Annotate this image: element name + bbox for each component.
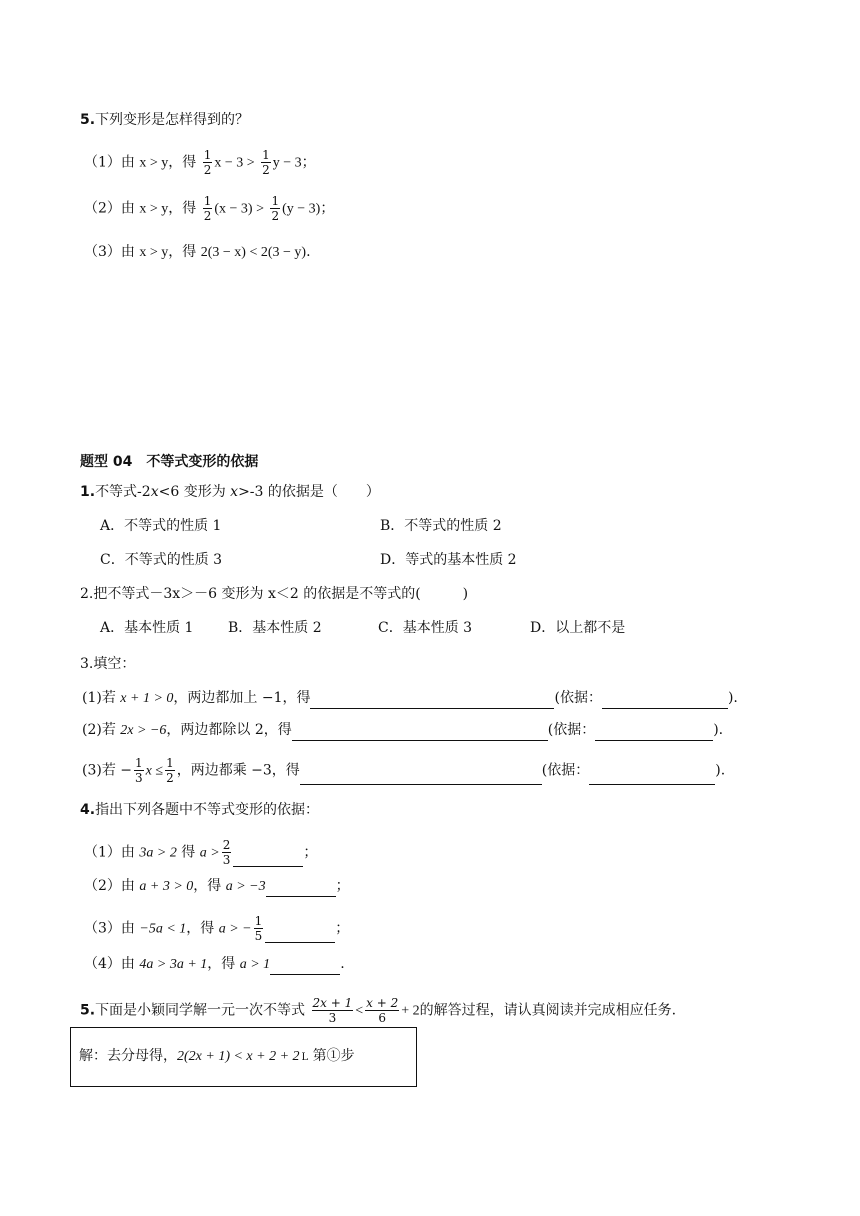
result: a > −3 — [225, 879, 266, 894]
item-label: （4）由 — [84, 956, 135, 972]
item-label: (3)若 − — [82, 762, 133, 779]
fraction: $\frac{2}{3}$ — [222, 838, 231, 867]
q5a-item-3 — [84, 242, 311, 263]
q3-item-2 — [82, 720, 723, 741]
punct: ； — [320, 200, 335, 217]
solution-expression: 2(2x + 1) < x + 2 + 2 — [177, 1049, 300, 1064]
answer-blank[interactable] — [310, 692, 554, 709]
connector: ，得 — [207, 956, 236, 972]
fraction: $\frac{1}{2}$ — [271, 194, 280, 223]
fraction: $\frac{1}{2}$ — [262, 148, 270, 177]
q4-item-1 — [84, 838, 317, 867]
expression: 2x > −6 — [120, 723, 167, 738]
q1-text: <6 变形为 — [158, 484, 231, 500]
item-label: （3）由 — [84, 244, 135, 260]
solution-line — [79, 1046, 355, 1068]
q1-option-b[interactable]: B．不等式的性质 2 — [380, 518, 502, 534]
basis-blank[interactable] — [602, 692, 728, 709]
q5a-number: 5. — [80, 112, 96, 128]
q3-item-1 — [82, 688, 738, 709]
punct: ； — [303, 844, 318, 861]
solution-label: 解：去分母得， — [79, 1048, 177, 1064]
punct: ). — [715, 762, 726, 779]
condition: x > y — [139, 155, 169, 171]
fraction: $\frac{1}{3}$ — [135, 756, 143, 785]
q2-option-b[interactable]: B．基本性质 2 — [228, 620, 322, 636]
q1-option-c[interactable]: C．不等式的性质 3 — [100, 552, 223, 568]
punct: ). — [727, 690, 738, 706]
variable: x — [230, 484, 239, 500]
q1-text: 不等式-2 — [95, 484, 151, 500]
condition: x > y — [139, 201, 169, 217]
expression: + 2 — [401, 1003, 420, 1019]
ellipsis: L — [301, 1052, 309, 1063]
q4-item-4 — [84, 954, 345, 975]
answer-blank[interactable] — [266, 880, 336, 897]
punct: . — [306, 244, 311, 260]
q5b-text: 的解答过程，请认真阅读并完成相应任务. — [419, 1002, 677, 1019]
condition: a + 3 > 0 — [139, 879, 194, 894]
q1-option-a[interactable]: A．不等式的性质 1 — [100, 518, 222, 534]
basis-blank[interactable] — [589, 768, 715, 785]
variable: x — [150, 484, 159, 500]
connector: 得 — [181, 844, 196, 861]
instruction: ，两边都加上 −1，得 — [173, 690, 311, 706]
q4-title-text: 指出下列各题中不等式变形的依据： — [95, 802, 320, 818]
fraction: $\frac{1}{5}$ — [254, 914, 263, 943]
instruction: ，两边都除以 2，得 — [166, 722, 292, 738]
punct: ； — [335, 878, 350, 894]
q5b-stem — [80, 996, 676, 1025]
instruction: ，两边都乘 −3，得 — [176, 762, 300, 779]
punct: . — [340, 956, 345, 972]
item-label: (1)若 — [82, 690, 121, 706]
result: a > 1 — [239, 957, 271, 972]
result: a > − — [218, 921, 252, 937]
q4-item-2 — [84, 876, 350, 897]
q2-option-a[interactable]: A．基本性质 1 — [100, 620, 194, 636]
fraction: $\frac{1}{2}$ — [203, 194, 212, 223]
expression: 2(3 − x) < 2(3 − y) — [200, 245, 307, 260]
q5a-item-2 — [84, 194, 334, 223]
expression: x + 1 > 0 — [120, 691, 174, 706]
step-label: 第①步 — [312, 1048, 355, 1064]
q2-stem: 2.把不等式－3x＞－6 变形为 x＜2 的依据是不等式的( ) — [80, 586, 469, 602]
basis-label: (依据： — [554, 690, 602, 706]
basis-label: (依据： — [547, 722, 596, 738]
connector: ，得 — [168, 200, 197, 217]
punct: ). — [713, 722, 724, 738]
q3-title: 3.填空： — [80, 656, 136, 672]
fraction: $\frac{1}{2}$ — [166, 756, 174, 785]
punct: ； — [301, 154, 316, 171]
punct: ； — [335, 920, 350, 937]
fraction: $\frac{1}{2}$ — [203, 148, 212, 177]
result: a > — [199, 845, 220, 861]
connector: ，得 — [186, 920, 215, 937]
item-label: （2）由 — [84, 878, 135, 894]
condition: x > y — [139, 245, 169, 260]
item-label: （3）由 — [84, 920, 135, 937]
expression: (y − 3) — [282, 201, 321, 217]
q5a-title — [80, 110, 249, 130]
q1-number: 1. — [80, 484, 96, 500]
q5b-number: 5. — [80, 1002, 96, 1019]
item-label: （1）由 — [84, 844, 135, 861]
section-title: 题型 04 不等式变形的依据 — [80, 454, 259, 470]
q2-option-d[interactable]: D．以上都不是 — [530, 620, 626, 636]
fraction: $\frac{x + 2}{6}$ — [366, 996, 399, 1025]
q2-option-c[interactable]: C．基本性质 3 — [378, 620, 473, 636]
item-label: （1）由 — [84, 154, 135, 171]
q1-text: >-3 的依据是（ ） — [238, 484, 380, 500]
q4-number: 4. — [80, 802, 96, 818]
condition: −5a < 1 — [139, 921, 187, 937]
operator: < — [355, 1003, 364, 1019]
answer-blank[interactable] — [270, 958, 340, 975]
q1-stem — [80, 482, 380, 502]
q4-item-3 — [84, 914, 349, 943]
q3-item-3 — [82, 756, 725, 785]
connector: ，得 — [168, 244, 197, 260]
q4-title — [80, 800, 319, 820]
condition: 4a > 3a + 1 — [139, 957, 208, 972]
expression: x ≤ — [145, 763, 164, 779]
expression: (x − 3) > — [214, 201, 264, 217]
expression: x − 3 > — [214, 155, 255, 171]
answer-blank[interactable] — [300, 768, 542, 785]
item-label: (2)若 — [82, 722, 121, 738]
connector: ，得 — [193, 878, 222, 894]
answer-blank[interactable] — [292, 724, 548, 741]
solution-box — [70, 1027, 417, 1087]
q5b-text: 下面是小颖同学解一元一次不等式 — [95, 1002, 306, 1019]
condition: 3a > 2 — [139, 845, 177, 861]
q5a-title-text: 下列变形是怎样得到的？ — [95, 112, 250, 128]
answer-blank[interactable] — [233, 850, 303, 867]
item-label: （2）由 — [84, 200, 135, 217]
q1-option-d[interactable]: D．等式的基本性质 2 — [380, 552, 517, 568]
basis-blank[interactable] — [595, 724, 713, 741]
connector: ，得 — [168, 154, 197, 171]
answer-blank[interactable] — [265, 926, 335, 943]
fraction: $\frac{2x + 1}{3}$ — [312, 996, 353, 1025]
q5a-item-1 — [84, 148, 316, 177]
basis-label: (依据： — [541, 762, 590, 779]
expression: y − 3 — [272, 155, 302, 171]
